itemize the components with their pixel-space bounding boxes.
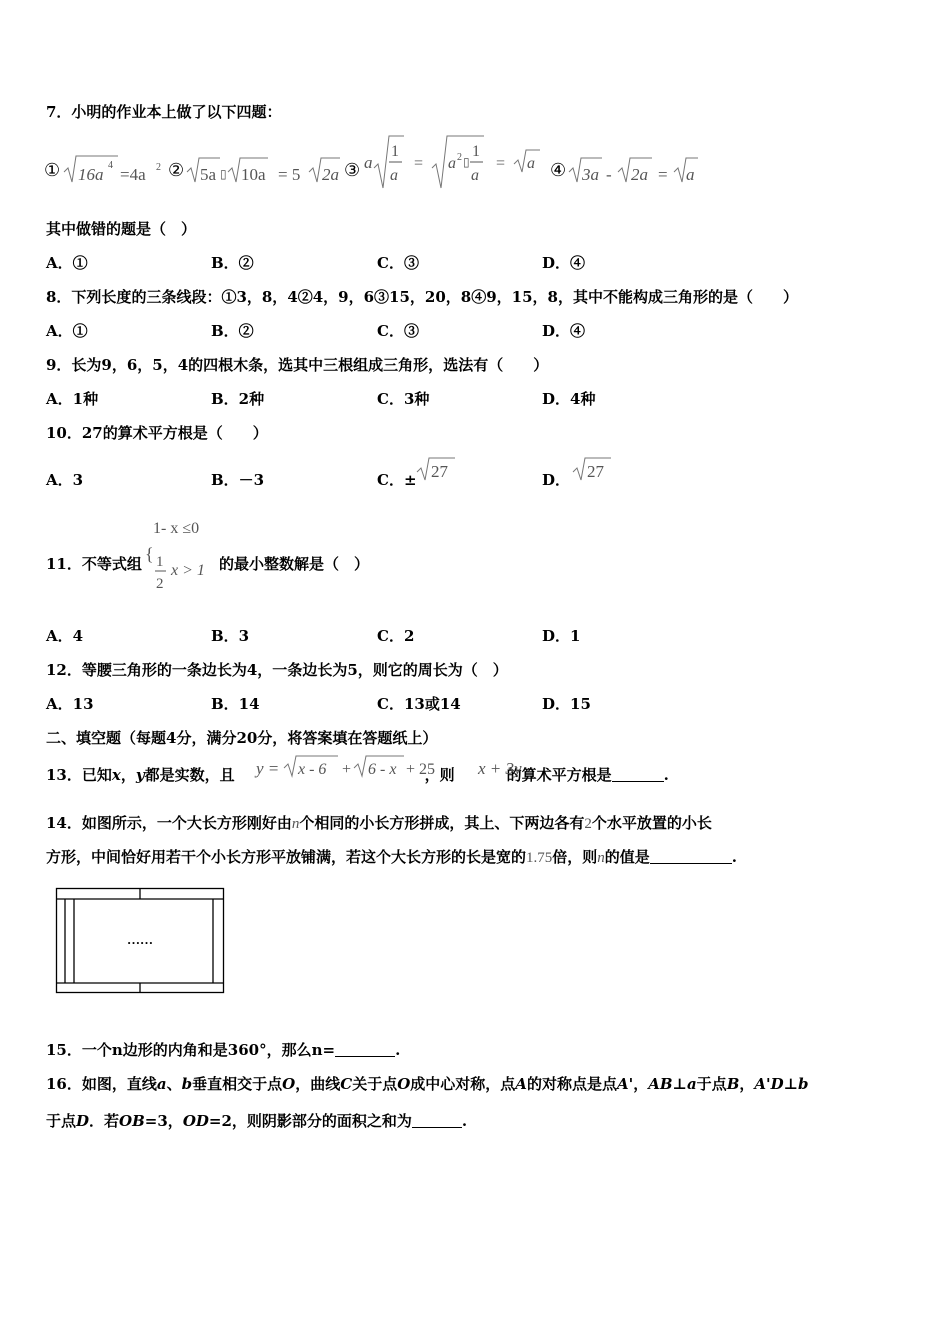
q16-ob: OB (119, 1112, 145, 1130)
q15-n: n (111, 1041, 123, 1059)
q7-e2-rhs-rad: 2a (322, 165, 339, 184)
q16-line-a2: a (686, 1075, 697, 1093)
q13-p4: 的算术平方根是 (506, 766, 612, 784)
q14-answer-blank[interactable] (650, 849, 732, 864)
q14-figure (55, 887, 227, 997)
q15-n-eq: n= (311, 1041, 336, 1059)
q16-l1-10: 成中心对称，点 (410, 1075, 516, 1093)
q16-l1-0: 16．如图，直线 (46, 1075, 157, 1093)
q16-perp1: ⊥ (672, 1075, 687, 1093)
q7-e4-r1: 3a (582, 165, 599, 184)
q11-line2: x > 1 (171, 562, 205, 579)
q15-p3: . (395, 1041, 401, 1059)
q14-l1a: 14．如图所示，一个大长方形刚好由 (46, 814, 292, 832)
q7-e1-radicand: 16a (78, 165, 104, 184)
q10-c-radicand: 27 (431, 462, 448, 481)
q15-line (46, 1040, 400, 1060)
q16-point-a-prime: A' (616, 1075, 634, 1093)
q16-line-b: b (181, 1075, 193, 1093)
q7-e3-a2: a (448, 155, 456, 172)
q13-rad2: 6 - x (368, 761, 397, 778)
q10-option-c[interactable] (377, 470, 417, 490)
q7-e3-den: a (390, 167, 398, 184)
q7-e3-dot: ▯ (463, 155, 470, 169)
q13-plus2: + 25 (406, 761, 436, 778)
q11-frac-den: 2 (156, 576, 164, 592)
q10-stem: 10．27的算术平方根是（ ） (46, 424, 268, 442)
q16-l1-14: ， (633, 1075, 649, 1093)
q16-line-b2: b (798, 1075, 809, 1093)
q13-p2: 都是实数，且 (144, 766, 235, 784)
q7-e3-den2: a (471, 167, 479, 184)
q15-answer-blank[interactable] (335, 1042, 395, 1057)
q7-e3-eq1: = (414, 155, 424, 172)
q13-expr2-text: x + 3y (478, 759, 522, 778)
q13-var-x: x (111, 766, 121, 784)
q7-e3-num2: 1 (472, 143, 480, 160)
q16-answer-blank[interactable] (412, 1113, 462, 1128)
q13-equation (254, 754, 446, 782)
q14-line1 (46, 813, 712, 834)
q16-l2b: ．若 (89, 1112, 120, 1130)
q14-l1b: 个相同的小长方形拼成，其上、下两边各有 (299, 814, 585, 832)
q10-option-c-radical (416, 456, 456, 482)
q16-l1-2: 、 (166, 1075, 182, 1093)
q14-l2c: 的值是 (604, 848, 650, 866)
q9-option-d[interactable]: D．4种 (542, 390, 596, 408)
q7-e3-num: 1 (391, 143, 399, 160)
q16-v1: =3， (144, 1112, 183, 1130)
q14-n1: n (291, 816, 300, 832)
q7-formulas (44, 132, 724, 192)
q13-expr2 (474, 754, 530, 782)
q13-rad1: x - 6 (298, 761, 327, 778)
q7-e3-rhs: a (527, 155, 535, 172)
q16-od: OD (182, 1112, 209, 1130)
q16-v2: =2，则阴影部分的面积之和为 (208, 1112, 412, 1130)
q13-var-y: y (135, 766, 145, 784)
q16-seg-ab: AB (648, 1075, 673, 1093)
q11-option-a[interactable]: A．4 (46, 627, 84, 645)
q14-l1c: 个水平放置的小长 (591, 814, 712, 832)
q10-d-radicand: 27 (587, 462, 604, 481)
q10-option-d-radical (572, 456, 612, 482)
q16-l1-8: 关于点 (352, 1075, 398, 1093)
q16-line-a: a (156, 1075, 167, 1093)
q7-e2-r1: 5a (200, 165, 217, 184)
q11-option-d[interactable]: D．1 (542, 627, 581, 645)
q16-point-a: A (515, 1075, 527, 1093)
q8-option-b[interactable]: B．② (211, 322, 254, 340)
q7-mark-1: ① (44, 160, 61, 180)
q16-l1-4: 垂直相交于点 (192, 1075, 283, 1093)
q16-point-d: D (76, 1112, 90, 1130)
q7-e1-rhs: =4a (120, 165, 146, 184)
q10-option-d[interactable]: D． (542, 471, 571, 489)
q9-option-c[interactable]: C．3种 (377, 390, 430, 408)
q7-e3-a: a (364, 153, 373, 172)
q11-frac-num: 1 (156, 554, 164, 570)
q7-e1-exp: 4 (108, 160, 113, 171)
q11-option-b[interactable]: B．3 (211, 627, 250, 645)
q7-e2-dot: ▯ (220, 167, 227, 181)
q7-e4-r2: 2a (631, 165, 648, 184)
q8-option-a[interactable]: A．① (46, 322, 88, 340)
q14-two: 2 (584, 816, 592, 832)
q16-perp2: ⊥ (783, 1075, 799, 1093)
q14-l2d: . (731, 848, 738, 866)
q7-e2-r2: 10a (241, 165, 266, 184)
q13-expr-y: y = (256, 759, 280, 778)
q13-p3: ，则 (424, 766, 455, 784)
q7-items (44, 132, 724, 192)
q13-p1: 13．已知 (46, 766, 112, 784)
q7-mark-3: ③ (344, 160, 361, 180)
q13-answer-blank[interactable] (612, 767, 664, 782)
q11-line1: 1- x ≤0 (153, 520, 200, 537)
q13-comma: ， (120, 766, 136, 784)
q14-ratio: 1.75 (526, 850, 553, 866)
q13-p5: . (663, 766, 669, 784)
middle-ellipsis: …… (127, 932, 153, 947)
q12-option-a[interactable]: A．13 (46, 695, 94, 713)
q16-point-o: O (282, 1075, 296, 1093)
q14-l2a: 方形，中间恰好用若干个小长方形平放铺满，若这个大长方形的长是宽的 (46, 848, 527, 866)
q15-p2: 边形的内角和是360°，那么 (122, 1041, 312, 1059)
q16-l2a: 于点 (46, 1112, 77, 1130)
q12-option-b[interactable]: B．14 (211, 695, 260, 713)
q16-l1-20: ， (739, 1075, 755, 1093)
q7-stem: 7．小明的作业本上做了以下四题： (46, 103, 282, 121)
q16-curve-c: C (340, 1075, 353, 1093)
q7-e1-rhs-exp: 2 (156, 162, 161, 173)
q14-l2b: 倍，则 (552, 848, 598, 866)
q16-line1 (46, 1074, 809, 1094)
q12-option-c[interactable]: C．13或14 (377, 695, 461, 713)
q7-mark-4: ④ (550, 160, 567, 180)
q16-l1-12: 的对称点是点 (526, 1075, 617, 1093)
q7-option-b[interactable]: B．② (211, 254, 254, 272)
q12-stem: 12．等腰三角形的一条边长为4，一条边长为5，则它的周长为（ ） (46, 661, 508, 679)
q7-followup: 其中做错的题是（ ） (46, 220, 197, 238)
q7-option-a[interactable]: A．① (46, 254, 88, 272)
q7-option-d[interactable]: D．④ (542, 254, 586, 272)
q16-line2 (46, 1111, 467, 1131)
q11-stem-pre: 11．不等式组 (46, 555, 142, 573)
q7-e4-rhs: a (686, 165, 695, 184)
q16-seg-ad: A'D (754, 1075, 784, 1093)
q7-mark-2: ② (168, 160, 185, 180)
q11-option-c[interactable]: C．2 (377, 627, 415, 645)
q9-option-a[interactable]: A．1种 (46, 390, 99, 408)
q11-brace: { (145, 544, 154, 564)
q7-e3-eq2: = (496, 155, 506, 172)
q7-e4-eq: = (658, 165, 668, 184)
q15-p1: 15．一个 (46, 1041, 112, 1059)
q9-stem: 9．长为9，6，5，4的四根木条，选其中三根组成三角形，选法有（ ） (46, 356, 549, 374)
q7-option-c[interactable]: C．③ (377, 254, 419, 272)
q14-line2 (46, 847, 737, 868)
q9-option-b[interactable]: B．2种 (211, 390, 265, 408)
q10-option-c-label: C．± (377, 471, 417, 489)
section-heading: 二、填空题（每题4分，满分20分，将答案填在答题纸上） (46, 729, 438, 747)
q8-stem: 8．下列长度的三条线段：①3，8，4②4，9，6③15，20，8④9，15，8，其中不能构成三角形的是（ ） (46, 288, 798, 306)
q10-option-a[interactable]: A．3 (46, 471, 84, 489)
q16-l1-18: 于点 (696, 1075, 727, 1093)
q16-l1-6: ，曲线 (295, 1075, 341, 1093)
q11-system (144, 514, 224, 596)
q14-n2: n (597, 850, 605, 866)
q7-e4-minus: - (606, 165, 612, 184)
q7-e2-rhs: = 5 (278, 165, 301, 184)
q16-point-o2: O (397, 1075, 411, 1093)
q10-option-b[interactable]: B．－3 (211, 471, 265, 489)
q16-l2c: . (461, 1112, 468, 1130)
q7-e3-exp: 2 (457, 152, 462, 163)
q8-option-c[interactable]: C．③ (377, 322, 419, 340)
q8-option-d[interactable]: D．④ (542, 322, 586, 340)
q16-point-b: B (726, 1075, 740, 1093)
q11-stem-post: 的最小整数解是（ ） (219, 555, 370, 573)
q12-option-d[interactable]: D．15 (542, 695, 591, 713)
q13-plus1: + (342, 761, 352, 778)
